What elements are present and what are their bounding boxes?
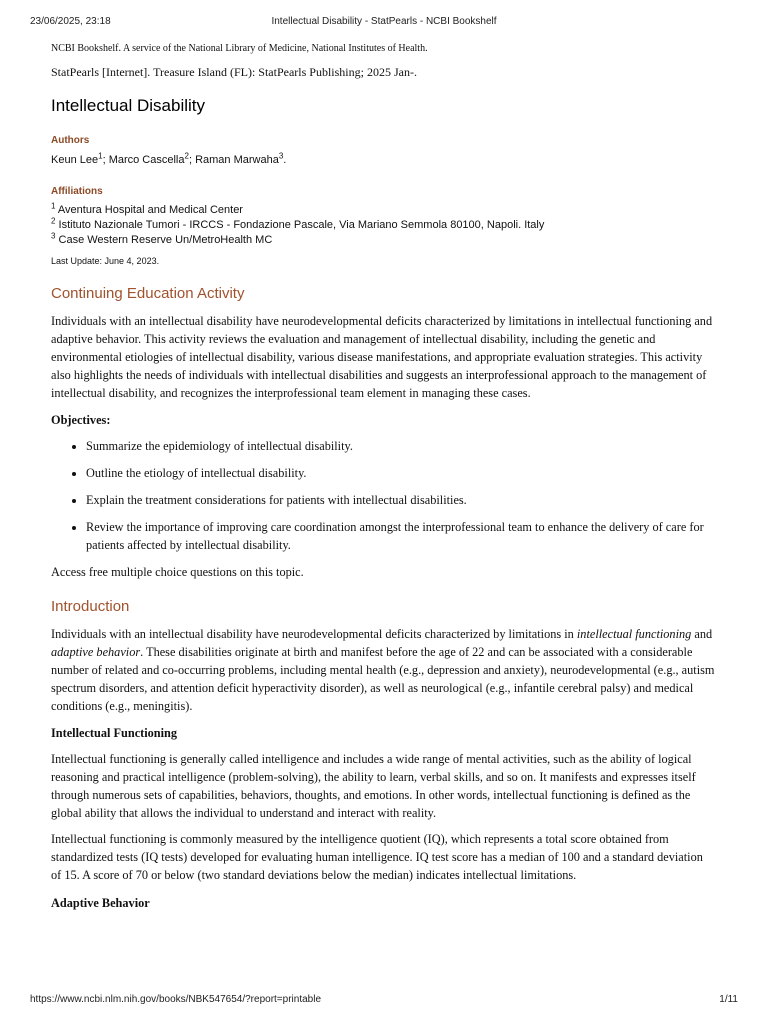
intellectual-functioning-paragraph-2: Intellectual functioning is commonly measured by the intelligence quotient (IQ), which represents a total score obtained from standardized tests (IQ tests) developed for evaluating human intelligence. IQ test score has a median of 100 and a standard deviation of 15. A score of 70 or below (two standard deviations below the median) indicates intellectual limitations. bbox=[51, 832, 703, 882]
citation: StatPearls [Internet]. Treasure Island (FL): StatPearls Publishing; 2025 Jan-. bbox=[51, 65, 417, 79]
mcq-access-link[interactable]: Access free multiple choice questions on this topic. bbox=[51, 565, 304, 579]
affiliation-item bbox=[51, 233, 715, 248]
author-affiliation-ref: 3 bbox=[278, 151, 284, 161]
page-number: 1/11 bbox=[719, 994, 738, 1005]
affiliation-text: Aventura Hospital and Medical Center bbox=[55, 204, 243, 216]
objectives-list bbox=[51, 437, 715, 554]
affiliations-list bbox=[51, 203, 715, 248]
last-update: Last Update: June 4, 2023. bbox=[51, 256, 160, 266]
authors-line bbox=[51, 152, 715, 168]
section-heading-introduction: Introduction bbox=[51, 598, 130, 615]
author-name[interactable]: Raman Marwaha bbox=[195, 154, 279, 166]
page-url: https://www.ncbi.nlm.nih.gov/books/NBK547654/?report=printable bbox=[30, 994, 322, 1005]
author-separator: . bbox=[283, 154, 287, 166]
author-affiliation-ref: 1 bbox=[98, 151, 103, 161]
affiliation-text: Istituto Nazionale Tumori - IRCCS - Fondazione Pascale, Via Mariano Semmola 80100, Napoli. Italy bbox=[55, 219, 545, 231]
intro-text: Individuals with an intellectual disability have neurodevelopmental deficits characterized by limitations in bbox=[51, 627, 577, 641]
objective-item: • Outline the etiology of intellectual disability. bbox=[86, 464, 715, 482]
objectives-label: Objectives: bbox=[51, 413, 111, 427]
author-separator: ; bbox=[188, 154, 196, 166]
objective-item: • Explain the treatment considerations for patients with intellectual disabilities. bbox=[86, 491, 715, 509]
affiliation-text: Case Western Reserve Un/MetroHealth MC bbox=[55, 234, 273, 246]
affiliation-number: 3 bbox=[51, 231, 56, 241]
author-separator: ; bbox=[102, 154, 109, 166]
intro-text: and bbox=[691, 627, 713, 641]
intro-paragraph bbox=[51, 625, 715, 715]
article-title: Intellectual Disability bbox=[51, 96, 206, 115]
print-footer bbox=[30, 994, 738, 1010]
affiliation-number: 2 bbox=[51, 216, 56, 226]
intro-emphasis: intellectual functioning bbox=[576, 627, 692, 641]
ce-paragraph: Individuals with an intellectual disability have neurodevelopmental deficits characterized by limitations in intellectual functioning and adaptive behavior. This activity reviews the evaluation and management of intellectual disability, including the genetic and environmental etiologies of intellectual disability, various disease manifestations, and appropriate evaluation strategies. This activity also highlights the needs of individuals with intellectual disabilities and suggests an interprofessional approach to the management of intellectual disability, and recognizes the interprofessional team element in managing these cases. bbox=[51, 314, 713, 400]
objective-item: • Summarize the epidemiology of intellectual disability. bbox=[86, 437, 715, 455]
print-header bbox=[30, 16, 738, 32]
affiliations-label: Affiliations bbox=[51, 186, 103, 197]
subheading-intellectual-functioning: Intellectual Functioning bbox=[51, 726, 178, 740]
print-page-title: Intellectual Disability - StatPearls - NCBI Bookshelf bbox=[271, 16, 497, 27]
section-heading-continuing-education: Continuing Education Activity bbox=[51, 285, 245, 302]
print-datetime: 23/06/2025, 23:18 bbox=[30, 16, 111, 27]
authors-label: Authors bbox=[51, 135, 90, 146]
objective-item: • Review the importance of improving care coordination amongst the interprofessional team to enhance the delivery of care for patients affected by intellectual disability. bbox=[86, 518, 715, 554]
intellectual-functioning-paragraph-1: Intellectual functioning is generally called intelligence and includes a wide range of mental activities, such as the ability of logical reasoning and practical intelligence (problem-solving), the ability to learn, verbal skills, and so on. It manifests and expresses itself through numerous sets of capabilities, behaviors, thoughts, and emotions. In other words, intellectual functioning is defined as the global ability that allows the individual to understand and interact with reality. bbox=[51, 752, 696, 820]
affiliation-number: 1 bbox=[51, 201, 56, 211]
author-affiliation-ref: 2 bbox=[184, 151, 189, 161]
intro-emphasis: adaptive behavior bbox=[51, 645, 141, 659]
affiliation-item bbox=[51, 203, 715, 218]
subheading-adaptive-behavior: Adaptive Behavior bbox=[51, 896, 150, 910]
author-name[interactable]: Keun Lee bbox=[51, 154, 99, 166]
bookshelf-notice: NCBI Bookshelf. A service of the National Library of Medicine, National Institutes of Health. bbox=[51, 43, 428, 54]
author-name[interactable]: Marco Cascella bbox=[108, 154, 185, 166]
article bbox=[51, 40, 715, 912]
affiliation-item bbox=[51, 218, 715, 233]
intro-text: . These disabilities originate at birth and manifest before the age of 22 and can be associated with a considerable number of related and co-occurring problems, including mental health (e.g., depression and anxiety), neurodevelopmental (e.g., autism spectrum disorders, and attention deficit hyperactivity disorder), as well as neurological (e.g., infantile cerebral palsy) and medical conditions (e.g., meningitis). bbox=[51, 645, 715, 713]
